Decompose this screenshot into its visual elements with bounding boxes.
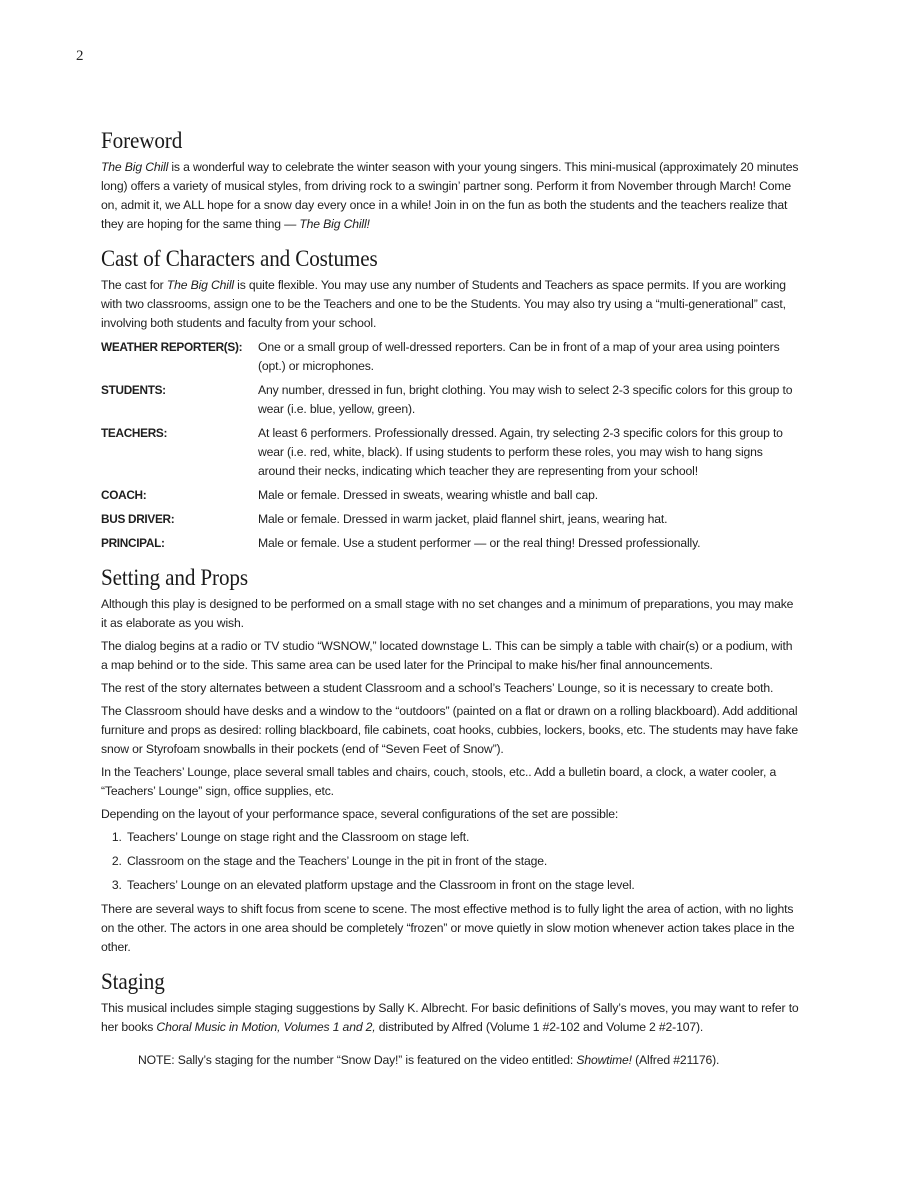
cast-description: One or a small group of well-dressed reporters. Can be in front of a map of your area using pointers (opt.) or microphones. <box>258 340 780 373</box>
cast-row <box>101 534 801 553</box>
cast-description: Any number, dressed in fun, bright clothing. You may wish to select 2-3 specific colors for this group to wear (i.e. blue, yellow, green). <box>258 383 793 416</box>
cast-row <box>101 486 801 505</box>
setting-paragraph: In the Teachers’ Lounge, place several small tables and chairs, couch, stools, etc.. Add a bulletin board, a clock, a water cooler, a “Teachers’ Lounge” sign, office supplies, etc. <box>101 765 777 798</box>
cast-row <box>101 338 801 376</box>
staging-paragraph: This musical includes simple staging suggestions by Sally K. Albrecht. For basic definitions of Sally’s moves, you may want to refer to her books Choral Music in Motion, Volumes 1 and 2, distributed by Alfred (Volume 1 #2-102 and Volume 2 #2-107). <box>101 1001 799 1034</box>
configuration-item: 1. Teachers’ Lounge on stage right and the Classroom on stage left. <box>125 828 801 847</box>
video-title: Showtime! <box>576 1053 632 1067</box>
cast-description: Male or female. Dressed in warm jacket, plaid flannel shirt, jeans, wearing hat. <box>258 512 668 526</box>
page-content <box>101 128 801 1082</box>
cast-role: WEATHER REPORTER(S): <box>101 340 243 354</box>
setting-paragraph: The dialog begins at a radio or TV studio “WSNOW,” located downstage L. This can be simply a table with chair(s) or a podium, with a map behind or to the side. This same area can be used later for the Principal to make his/her final announcements. <box>101 639 793 672</box>
cast-row <box>101 510 801 529</box>
cast-description: Male or female. Use a student performer — or the real thing! Dressed professionally. <box>258 536 701 550</box>
foreword-paragraph <box>101 158 801 234</box>
setting-section <box>101 565 801 957</box>
setting-paragraph: There are several ways to shift focus from scene to scene. The most effective method is to fully light the area of action, with no lights on the other. The actors in one area should be completely “frozen” or move quietly in slow motion whenever action takes place in the other. <box>101 902 795 954</box>
book-title: Choral Music in Motion, Volumes 1 and 2, <box>156 1020 376 1034</box>
cast-description: At least 6 performers. Professionally dressed. Again, try selecting 2-3 specific colors for this group to wear (i.e. red, white, black). If using students to perform these roles, you may wish to hang signs around their necks, indicating which teacher they are representing from your school! <box>258 426 783 478</box>
configuration-item: 3. Teachers’ Lounge on an elevated platform upstage and the Classroom in front on the stage level. <box>125 876 801 895</box>
cast-row <box>101 381 801 419</box>
setting-paragraph: The rest of the story alternates between a student Classroom and a school’s Teachers’ Lounge, so it is necessary to create both. <box>101 681 774 695</box>
foreword-text: is a wonderful way to celebrate the winter season with your young singers. This mini-musical (approximately 20 minutes long) offers a variety of musical styles, from driving rock to a swingin’ partner song. Perform it from November through March! Come on, admit it, we ALL hope for a snow day every once in a while! Join in on the fun as both the students and the teachers realize that they are hoping for the same thing — <box>101 160 799 231</box>
cast-role: TEACHERS: <box>101 426 168 440</box>
staging-note: NOTE: Sally’s staging for the number “Snow Day!” is featured on the video entitled: Showtime! (Alfred #21176). <box>138 1053 720 1067</box>
cast-role: BUS DRIVER: <box>101 512 175 526</box>
cast-role: STUDENTS: <box>101 383 166 397</box>
cast-heading: Cast of Characters and Costumes <box>101 246 378 272</box>
foreword-section <box>101 128 801 234</box>
staging-heading: Staging <box>101 969 165 995</box>
show-title: The Big Chill! <box>299 217 370 231</box>
setting-paragraph: Although this play is designed to be performed on a small stage with no set changes and a minimum of preparations, you may make it as elaborate as you wish. <box>101 597 794 630</box>
setting-paragraph: Depending on the layout of your performance space, several configurations of the set are possible: <box>101 807 619 821</box>
staging-section <box>101 969 801 1070</box>
show-title: The Big Chill <box>101 160 169 174</box>
show-title: The Big Chill <box>166 278 234 292</box>
cast-description: Male or female. Dressed in sweats, wearing whistle and ball cap. <box>258 488 598 502</box>
page-number: 2 <box>76 48 84 64</box>
configuration-list <box>101 828 801 895</box>
cast-role: PRINCIPAL: <box>101 536 165 550</box>
cast-section <box>101 246 801 553</box>
cast-role: COACH: <box>101 488 147 502</box>
cast-row <box>101 424 801 481</box>
foreword-heading: Foreword <box>101 128 183 154</box>
configuration-item: 2. Classroom on the stage and the Teachers’ Lounge in the pit in front of the stage. <box>125 852 801 871</box>
setting-paragraph: The Classroom should have desks and a window to the “outdoors” (painted on a flat or drawn on a rolling blackboard). Add additional furniture and props as desired: rolling blackboard, file cabinets, coat hooks, cubbies, lockers, books, etc. The students may have fake snow or Styrofoam snowballs in their pockets (end of “Seven Feet of Snow”). <box>101 704 798 756</box>
setting-heading: Setting and Props <box>101 565 248 591</box>
cast-intro: The cast for The Big Chill is quite flexible. You may use any number of Students and Teachers as space permits. If you are working with two classrooms, assign one to be the Teachers and one to be the Students. You may also try using a “multi-generational” cast, involving both students and faculty from your school. <box>101 278 786 330</box>
